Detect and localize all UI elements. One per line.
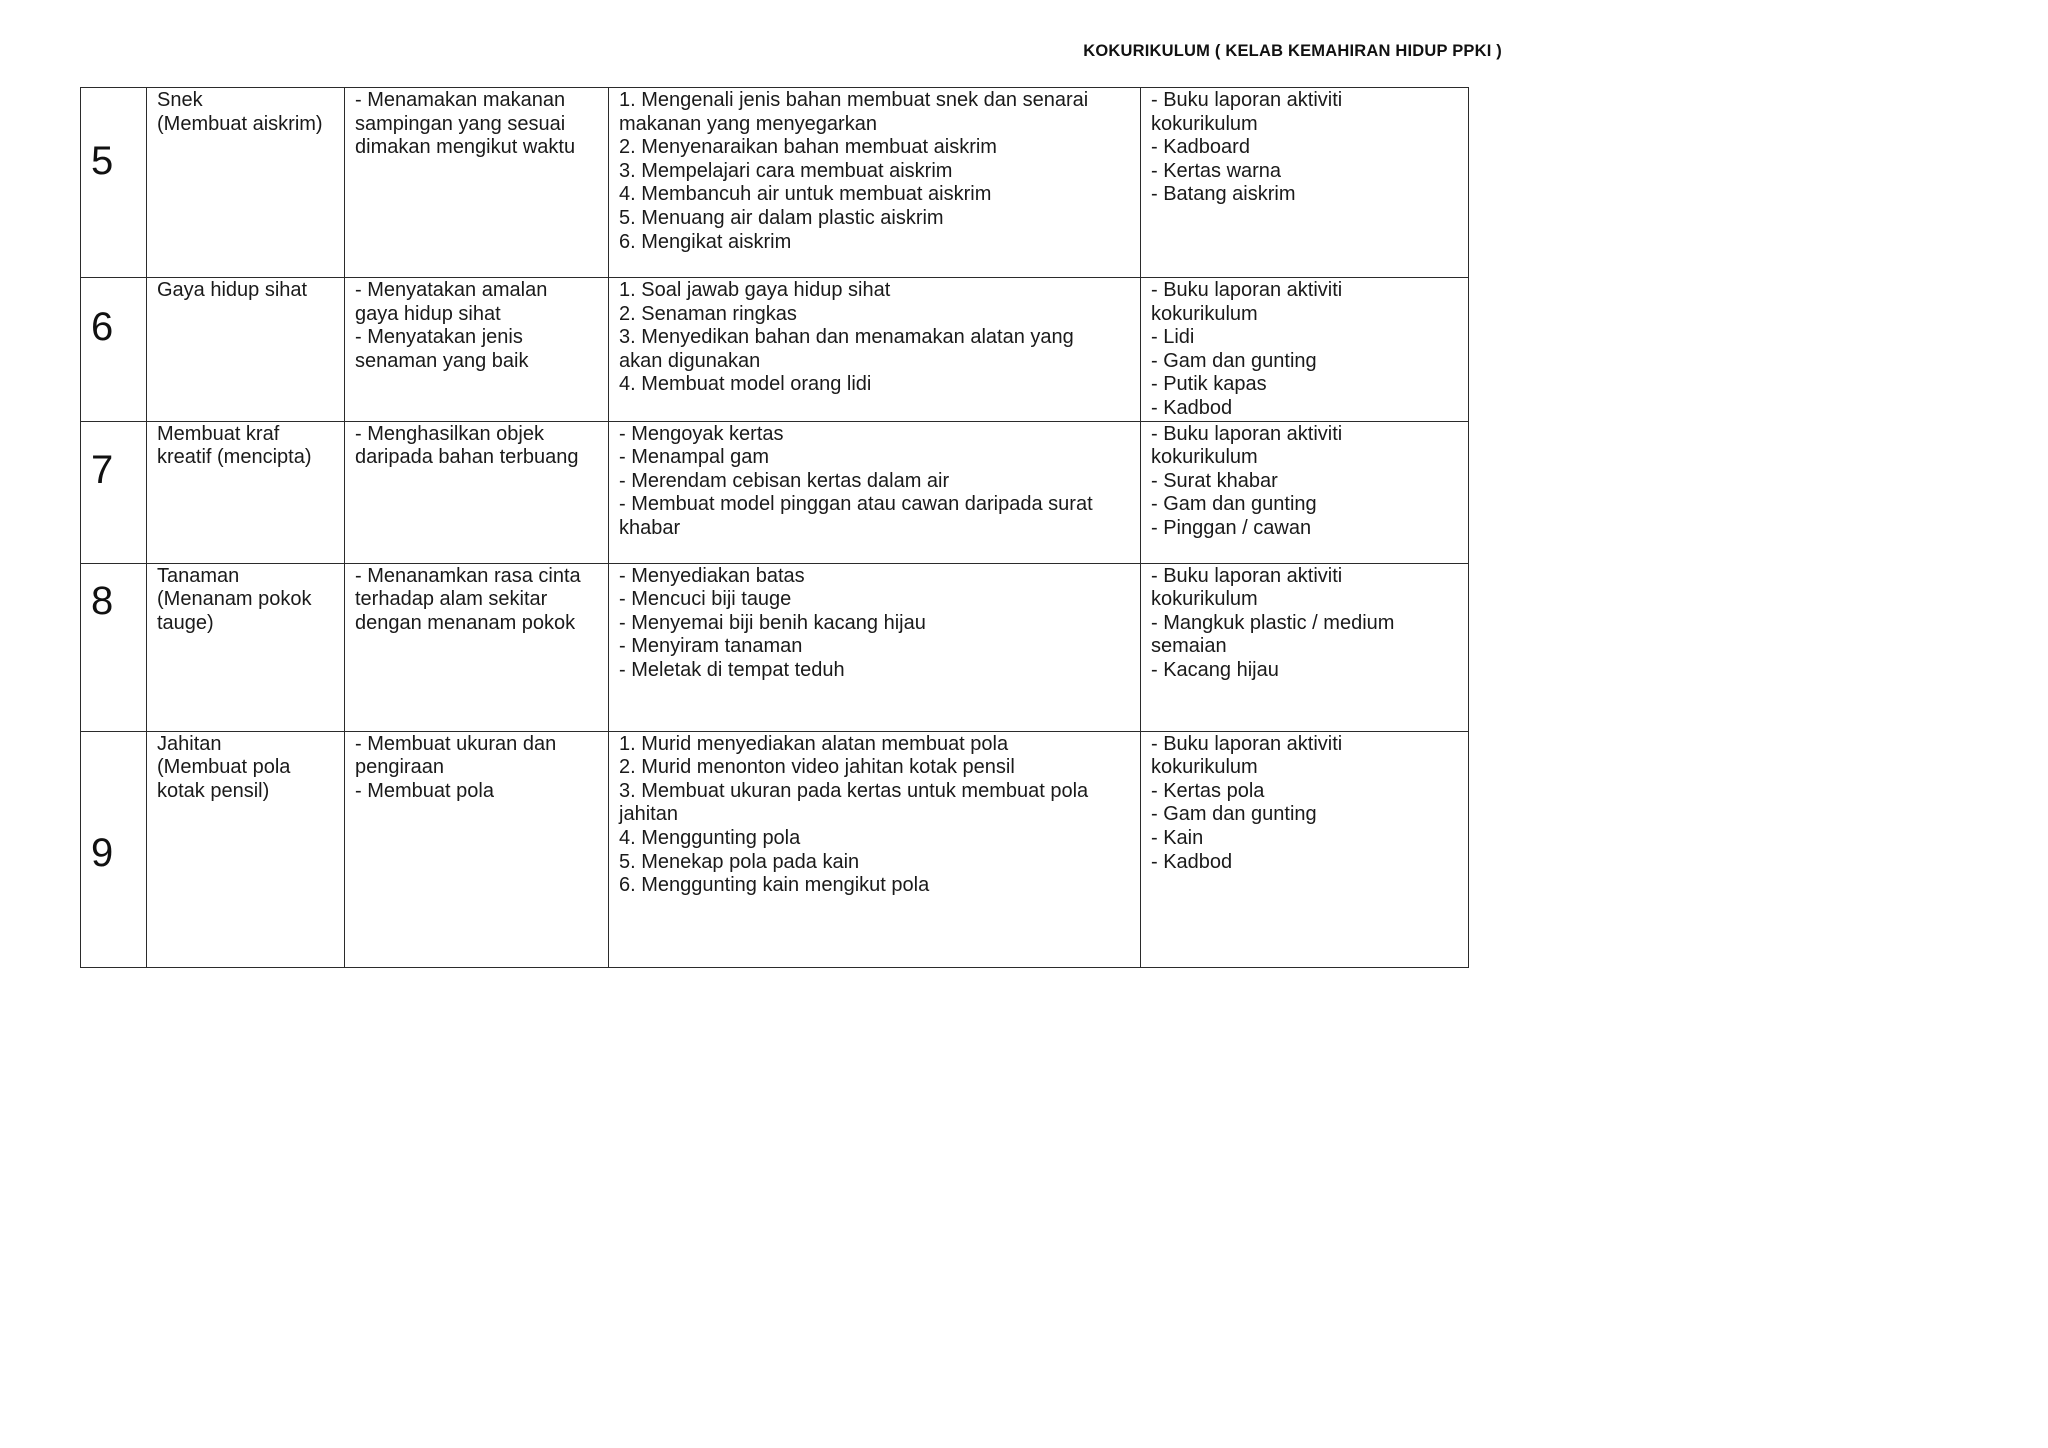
cell-line: (Menanam pokok: [157, 588, 312, 611]
cell-line: 1. Mengenali jenis bahan membuat snek dan senarai: [619, 89, 1089, 111]
materials-cell: [1141, 88, 1469, 278]
materials-cell-text: [1141, 564, 1468, 683]
cell-line: - Gam dan gunting: [1151, 803, 1317, 826]
activity-table: [80, 87, 1469, 968]
materials-cell-text: [1141, 88, 1468, 207]
objective-cell: [345, 563, 609, 731]
row-number: 7: [91, 448, 114, 493]
materials-cell: [1141, 731, 1469, 967]
cell-line: pengiraan: [355, 756, 444, 779]
cell-line: 3. Menyedikan bahan dan menamakan alatan yang: [619, 326, 1074, 349]
cell-line: 6. Mengikat aiskrim: [619, 230, 792, 253]
cell-line: - Mencuci biji tauge: [619, 588, 792, 611]
activities-cell-text: [609, 422, 1140, 541]
cell-line: Gaya hidup sihat: [157, 279, 308, 301]
cell-line: 3. Mempelajari cara membuat aiskrim: [619, 159, 953, 182]
cell-line: 4. Membuat model orang lidi: [619, 373, 872, 396]
objective-cell-text: [345, 564, 608, 636]
materials-cell: [1141, 421, 1469, 563]
cell-line: jahitan: [619, 803, 678, 826]
cell-line: kokurikulum: [1151, 446, 1258, 469]
activities-cell-text: [609, 564, 1140, 683]
cell-line: Tanaman: [157, 564, 240, 587]
table-row: [81, 88, 1469, 278]
activities-cell: [609, 731, 1141, 967]
cell-line: - Putik kapas: [1151, 373, 1267, 396]
cell-line: - Buku laporan aktiviti: [1151, 564, 1343, 587]
cell-line: tauge): [157, 611, 214, 634]
materials-cell-text: [1141, 732, 1468, 875]
cell-line: - Menghasilkan objek: [355, 422, 544, 445]
cell-line: - Surat khabar: [1151, 469, 1278, 492]
activities-cell-text: [609, 732, 1140, 898]
cell-line: - Kacang hijau: [1151, 658, 1279, 681]
cell-line: - Menyemai biji benih kacang hijau: [619, 611, 926, 634]
row-number: 5: [91, 138, 114, 183]
cell-line: Membuat kraf: [157, 422, 280, 445]
cell-line: makanan yang menyegarkan: [619, 112, 877, 135]
cell-line: khabar: [619, 516, 681, 539]
row-number-cell: [81, 563, 147, 731]
activity-table-body: [81, 88, 1469, 968]
cell-line: senaman yang baik: [355, 349, 529, 372]
cell-line: daripada bahan terbuang: [355, 446, 579, 469]
topic-cell-text: [147, 422, 344, 470]
cell-line: - Gam dan gunting: [1151, 493, 1317, 516]
cell-line: - Batang aiskrim: [1151, 183, 1296, 206]
row-number-cell: [81, 731, 147, 967]
cell-line: 6. Menggunting kain mengikut pola: [619, 874, 930, 897]
materials-cell-text: [1141, 422, 1468, 541]
cell-line: - Menanamkan rasa cinta: [355, 564, 581, 587]
cell-line: - Mangkuk plastic / medium: [1151, 611, 1395, 634]
table-row: [81, 421, 1469, 563]
cell-line: - Kertas pola: [1151, 779, 1265, 802]
table-row: [81, 278, 1469, 422]
cell-line: - Menamakan makanan: [355, 89, 566, 111]
cell-line: - Buku laporan aktiviti: [1151, 89, 1343, 111]
table-row: [81, 731, 1469, 967]
cell-line: - Meletak di tempat teduh: [619, 658, 845, 681]
cell-line: kreatif (mencipta): [157, 446, 312, 469]
objective-cell: [345, 731, 609, 967]
cell-line: kokurikulum: [1151, 112, 1258, 135]
cell-line: - Menampal gam: [619, 446, 770, 469]
topic-cell-text: [147, 564, 344, 636]
cell-line: dimakan mengikut waktu: [355, 136, 576, 159]
cell-line: - Menyatakan jenis: [355, 326, 523, 349]
topic-cell-text: [147, 732, 344, 804]
row-number: 8: [91, 579, 114, 624]
activities-cell: [609, 421, 1141, 563]
topic-cell: [147, 421, 345, 563]
cell-line: - Kadbod: [1151, 396, 1233, 419]
cell-line: - Menyatakan amalan: [355, 279, 548, 301]
cell-line: - Membuat model pinggan atau cawan daripada surat: [619, 493, 1093, 516]
page-header-title: KOKURIKULUM ( KELAB KEMAHIRAN HIDUP PPKI ): [1083, 42, 1502, 60]
cell-line: - Pinggan / cawan: [1151, 516, 1312, 539]
objective-cell: [345, 88, 609, 278]
cell-line: - Kadbod: [1151, 850, 1233, 873]
activities-cell: [609, 563, 1141, 731]
topic-cell: [147, 563, 345, 731]
objective-cell: [345, 278, 609, 422]
materials-cell-text: [1141, 278, 1468, 421]
cell-line: Jahitan: [157, 732, 222, 755]
cell-line: kokurikulum: [1151, 302, 1258, 325]
cell-line: - Kadboard: [1151, 136, 1250, 159]
row-number-cell: [81, 88, 147, 278]
topic-cell: [147, 731, 345, 967]
activities-cell-text: [609, 88, 1140, 254]
table-row: [81, 563, 1469, 731]
materials-cell: [1141, 278, 1469, 422]
cell-line: - Mengoyak kertas: [619, 422, 784, 445]
cell-line: - Merendam cebisan kertas dalam air: [619, 469, 950, 492]
cell-line: 4. Membancuh air untuk membuat aiskrim: [619, 183, 992, 206]
row-number-cell: [81, 421, 147, 563]
objective-cell-text: [345, 422, 608, 470]
activities-cell: [609, 278, 1141, 422]
cell-line: gaya hidup sihat: [355, 302, 501, 325]
topic-cell-text: [147, 278, 344, 303]
cell-line: 5. Menuang air dalam plastic aiskrim: [619, 206, 944, 229]
objective-cell: [345, 421, 609, 563]
topic-cell-text: [147, 88, 344, 136]
cell-line: 1. Murid menyediakan alatan membuat pola: [619, 732, 1009, 755]
cell-line: akan digunakan: [619, 349, 761, 372]
cell-line: (Membuat pola: [157, 756, 291, 779]
cell-line: 1. Soal jawab gaya hidup sihat: [619, 279, 891, 301]
cell-line: 2. Senaman ringkas: [619, 302, 797, 325]
cell-line: - Membuat ukuran dan: [355, 732, 557, 755]
row-number: 6: [91, 305, 114, 350]
cell-line: - Kertas warna: [1151, 159, 1282, 182]
cell-line: kokurikulum: [1151, 756, 1258, 779]
cell-line: - Buku laporan aktiviti: [1151, 732, 1343, 755]
cell-line: 5. Menekap pola pada kain: [619, 850, 860, 873]
cell-line: - Buku laporan aktiviti: [1151, 422, 1343, 445]
cell-line: (Membuat aiskrim): [157, 112, 323, 135]
cell-line: - Menyiram tanaman: [619, 635, 803, 658]
activities-cell: [609, 88, 1141, 278]
cell-line: dengan menanam pokok: [355, 611, 576, 634]
objective-cell-text: [345, 88, 608, 160]
materials-cell: [1141, 563, 1469, 731]
cell-line: kokurikulum: [1151, 588, 1258, 611]
cell-line: - Membuat pola: [355, 779, 494, 802]
activities-cell-text: [609, 278, 1140, 397]
row-number-cell: [81, 278, 147, 422]
objective-cell-text: [345, 732, 608, 804]
cell-line: - Lidi: [1151, 326, 1195, 349]
cell-line: - Kain: [1151, 826, 1204, 849]
cell-line: Snek: [157, 89, 203, 111]
row-number: 9: [91, 831, 114, 876]
cell-line: kotak pensil): [157, 779, 270, 802]
cell-line: sampingan yang sesuai: [355, 112, 566, 135]
cell-line: - Buku laporan aktiviti: [1151, 279, 1343, 301]
cell-line: 3. Membuat ukuran pada kertas untuk membuat pola: [619, 779, 1089, 802]
topic-cell: [147, 88, 345, 278]
cell-line: semaian: [1151, 635, 1227, 658]
cell-line: - Gam dan gunting: [1151, 349, 1317, 372]
topic-cell: [147, 278, 345, 422]
cell-line: 4. Menggunting pola: [619, 826, 801, 849]
objective-cell-text: [345, 278, 608, 373]
cell-line: terhadap alam sekitar: [355, 588, 548, 611]
cell-line: 2. Menyenaraikan bahan membuat aiskrim: [619, 136, 997, 159]
cell-line: - Menyediakan batas: [619, 564, 805, 587]
cell-line: 2. Murid menonton video jahitan kotak pensil: [619, 756, 1015, 779]
